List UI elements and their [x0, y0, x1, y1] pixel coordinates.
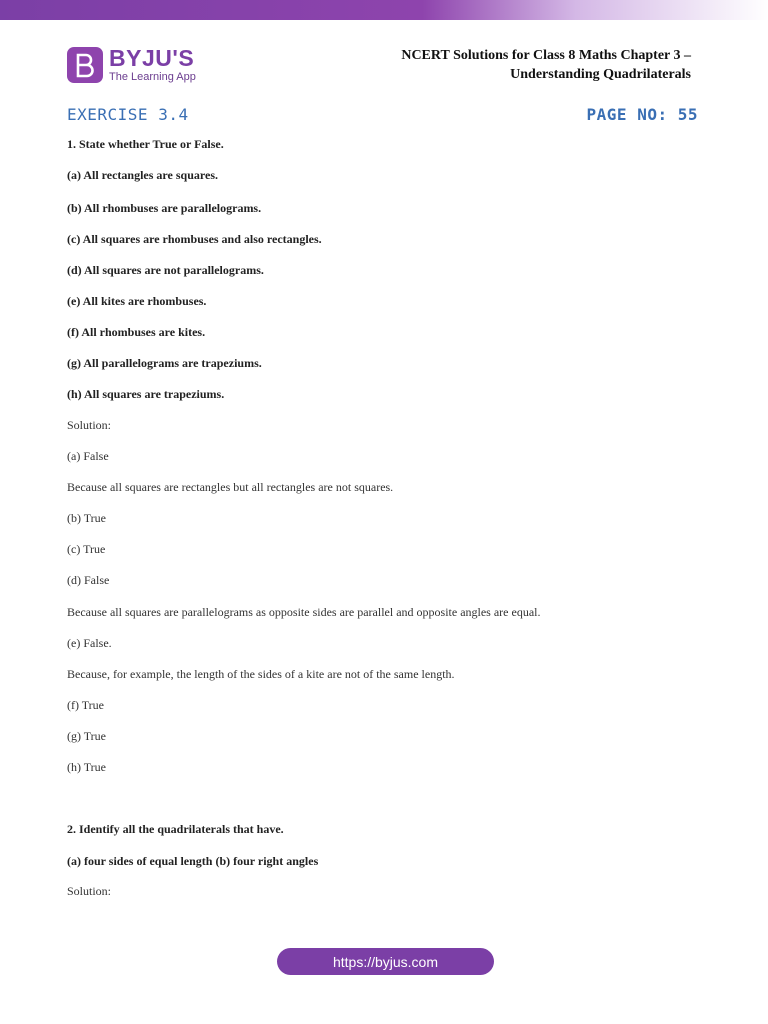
answer-e: (e) False. [67, 636, 112, 650]
statement-b: (b) All rhombuses are parallelograms. [67, 201, 262, 215]
solution-label-2: Solution: [67, 884, 112, 898]
statement-f: (f) All rhombuses are kites. [67, 325, 206, 339]
statement-h: (h) All squares are trapeziums. [67, 387, 225, 401]
answer-h: (h) True [67, 760, 107, 774]
logo-name: BYJU'S [109, 45, 195, 71]
statement-d: (d) All squares are not parallelograms. [67, 263, 264, 277]
page-number: PAGE NO: 55 [586, 105, 698, 124]
document-title-line2: Understanding Quadrilaterals [510, 67, 691, 82]
explanation-e: Because, for example, the length of the sides of a kite are not of the same length. [67, 667, 455, 681]
statement-g: (g) All parallelograms are trapeziums. [67, 356, 262, 370]
statement-c: (c) All squares are rhombuses and also rectangles. [67, 232, 322, 246]
exercise-heading: EXERCISE 3.4 [67, 105, 189, 124]
answer-a: (a) False [67, 449, 109, 463]
document-title [401, 46, 691, 84]
byjus-logo [67, 44, 196, 86]
answer-d: (d) False [67, 573, 110, 587]
statement-e: (e) All kites are rhombuses. [67, 294, 207, 308]
question-1: 1. State whether True or False. [67, 137, 224, 151]
logo-tagline: The Learning App [109, 71, 196, 83]
top-band [0, 0, 768, 20]
footer-url-link[interactable]: https://byjus.com [277, 948, 494, 975]
logo-mark-icon [67, 47, 103, 83]
question-2-parts: (a) four sides of equal length (b) four right angles [67, 854, 319, 868]
question-2: 2. Identify all the quadrilaterals that have. [67, 822, 284, 836]
answer-g: (g) True [67, 729, 107, 743]
solution-label: Solution: [67, 418, 112, 432]
answer-c: (c) True [67, 542, 106, 556]
statement-a: (a) All rectangles are squares. [67, 168, 218, 182]
answer-b: (b) True [67, 511, 107, 525]
explanation-d: Because all squares are parallelograms as opposite sides are parallel and opposite angles are equal. [67, 605, 541, 619]
document-title-line1: NCERT Solutions for Class 8 Maths Chapter 3 – [401, 48, 691, 63]
answer-f: (f) True [67, 698, 105, 712]
logo-text [109, 47, 196, 83]
explanation-a: Because all squares are rectangles but all rectangles are not squares. [67, 480, 394, 494]
